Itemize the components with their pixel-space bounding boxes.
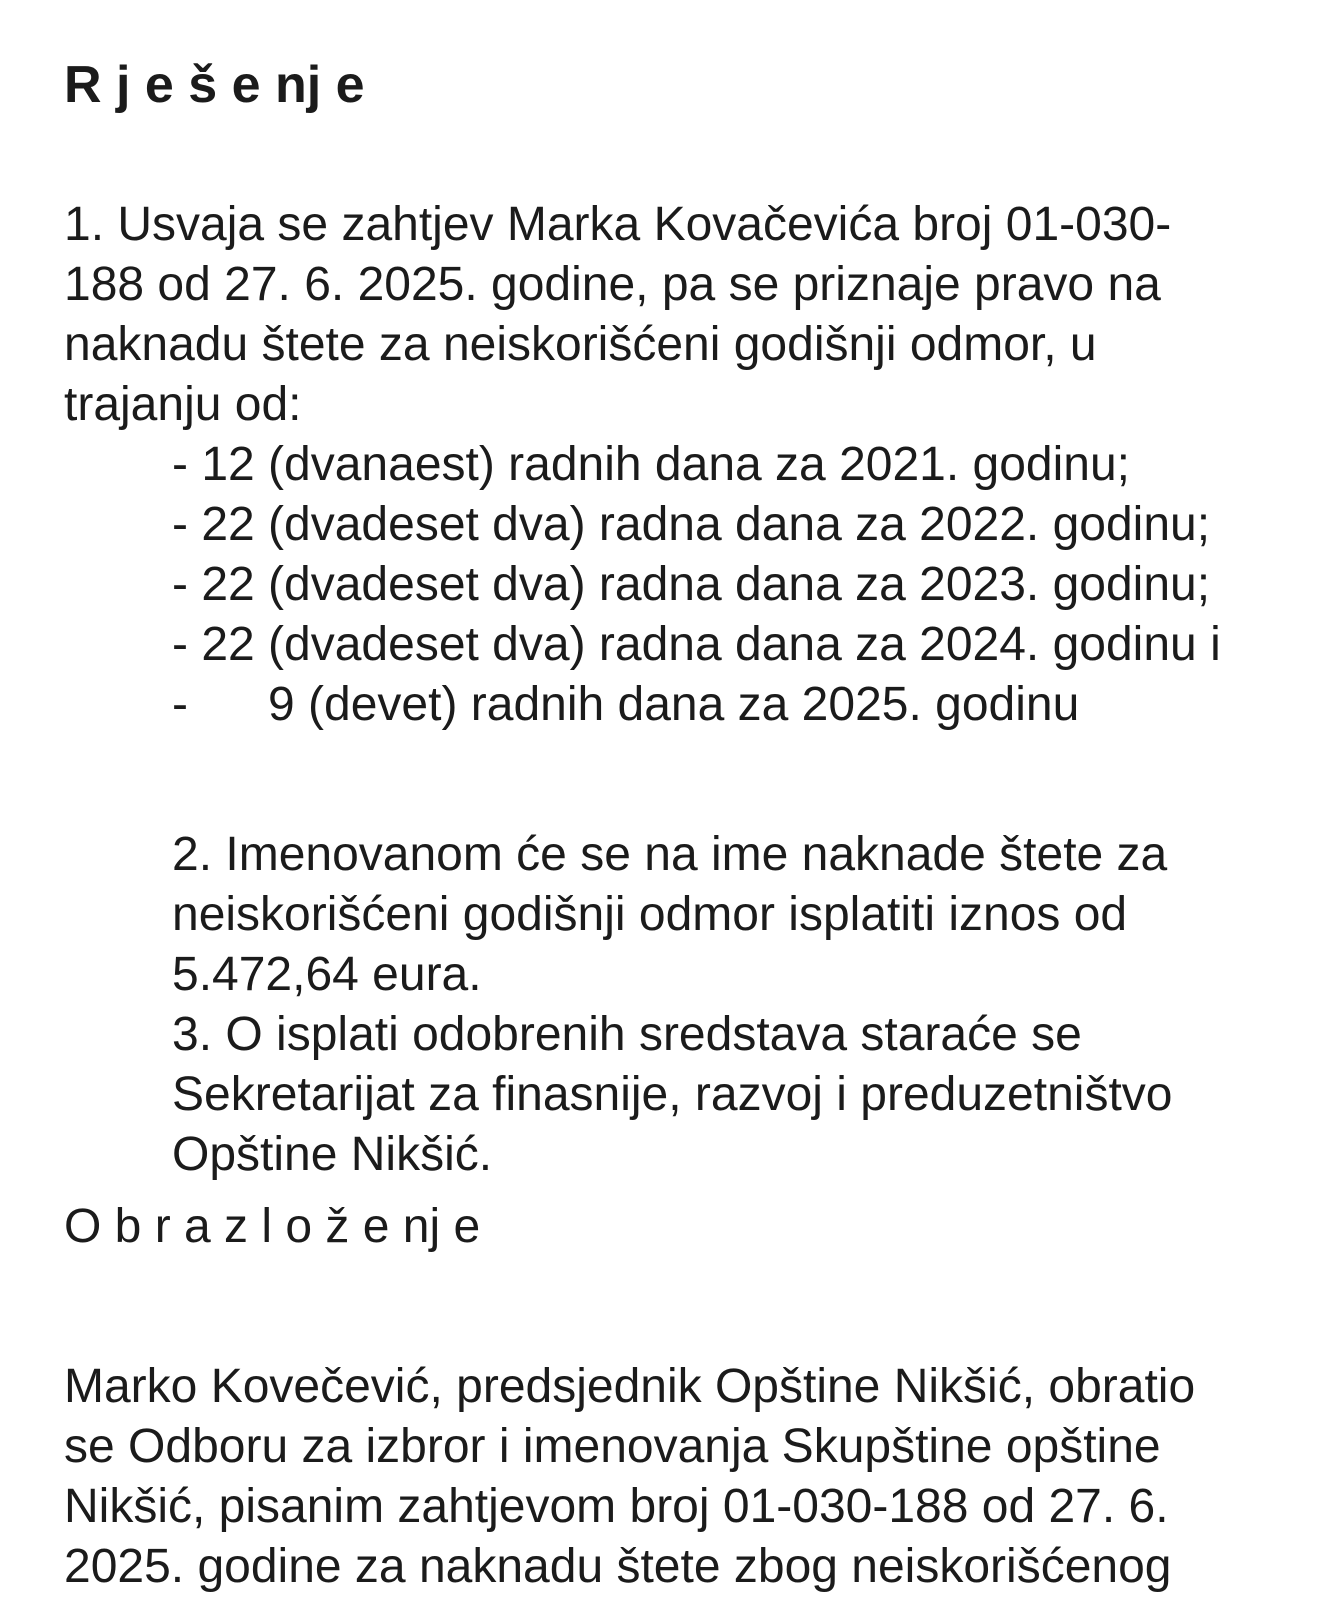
text-line: Marko Kovečević, predsjednik Opštine Nikšić, obratio <box>64 1360 1196 1413</box>
list-item: - 12 (dvanaest) radnih dana za 2021. godinu; <box>172 438 1131 491</box>
decision-point-3 <box>172 1005 1282 1185</box>
text-line: neiskorišćeni godišnji odmor isplatiti iznos od <box>172 888 1128 941</box>
list-item: - 22 (dvadeset dva) radna dana za 2023. godinu; <box>172 558 1211 611</box>
text-line: trajanju od: <box>64 378 302 431</box>
text-line: 2. Imenovanom će se na ime naknade štete za <box>172 828 1168 881</box>
text-line: naknadu štete za neiskorišćeni godišnji odmor, u <box>64 318 1097 371</box>
list-item: - 9 (devet) radnih dana za 2025. godinu <box>172 678 1080 731</box>
explanation-paragraph <box>64 1357 1282 1597</box>
text-line: 3. O isplati odobrenih sredstava staraće se <box>172 1008 1082 1061</box>
decision-point-2 <box>172 825 1282 1005</box>
text-line: Sekretarijat za finasnije, razvoj i preduzetništvo <box>172 1068 1173 1121</box>
text-line: se Odboru za izbror i imenovanja Skupštine opštine <box>64 1420 1161 1473</box>
list-item: - 22 (dvadeset dva) radna dana za 2022. godinu; <box>172 498 1211 551</box>
text-line: 1. Usvaja se zahtjev Marka Kovačevića broj 01-030- <box>64 198 1172 251</box>
decision-point-1 <box>64 195 1282 435</box>
text-line: Opštine Nikšić. <box>172 1128 493 1181</box>
text-line: 188 od 27. 6. 2025. godine, pa se priznaje pravo na <box>64 258 1161 311</box>
text-line: 5.472,64 eura. <box>172 948 482 1001</box>
list-item: - 22 (dvadeset dva) radna dana za 2024. godinu i <box>172 618 1221 671</box>
text-line: Nikšić, pisanim zahtjevom broj 01-030-188 od 27. 6. <box>64 1480 1169 1533</box>
explanation-heading: O b r a z l o ž e nj e <box>64 1200 481 1253</box>
vacation-days-list <box>172 435 1282 735</box>
decision-title: R j e š e nj e <box>64 56 365 114</box>
text-line: 2025. godine za naknadu štete zbog neiskorišćenog <box>64 1540 1172 1593</box>
